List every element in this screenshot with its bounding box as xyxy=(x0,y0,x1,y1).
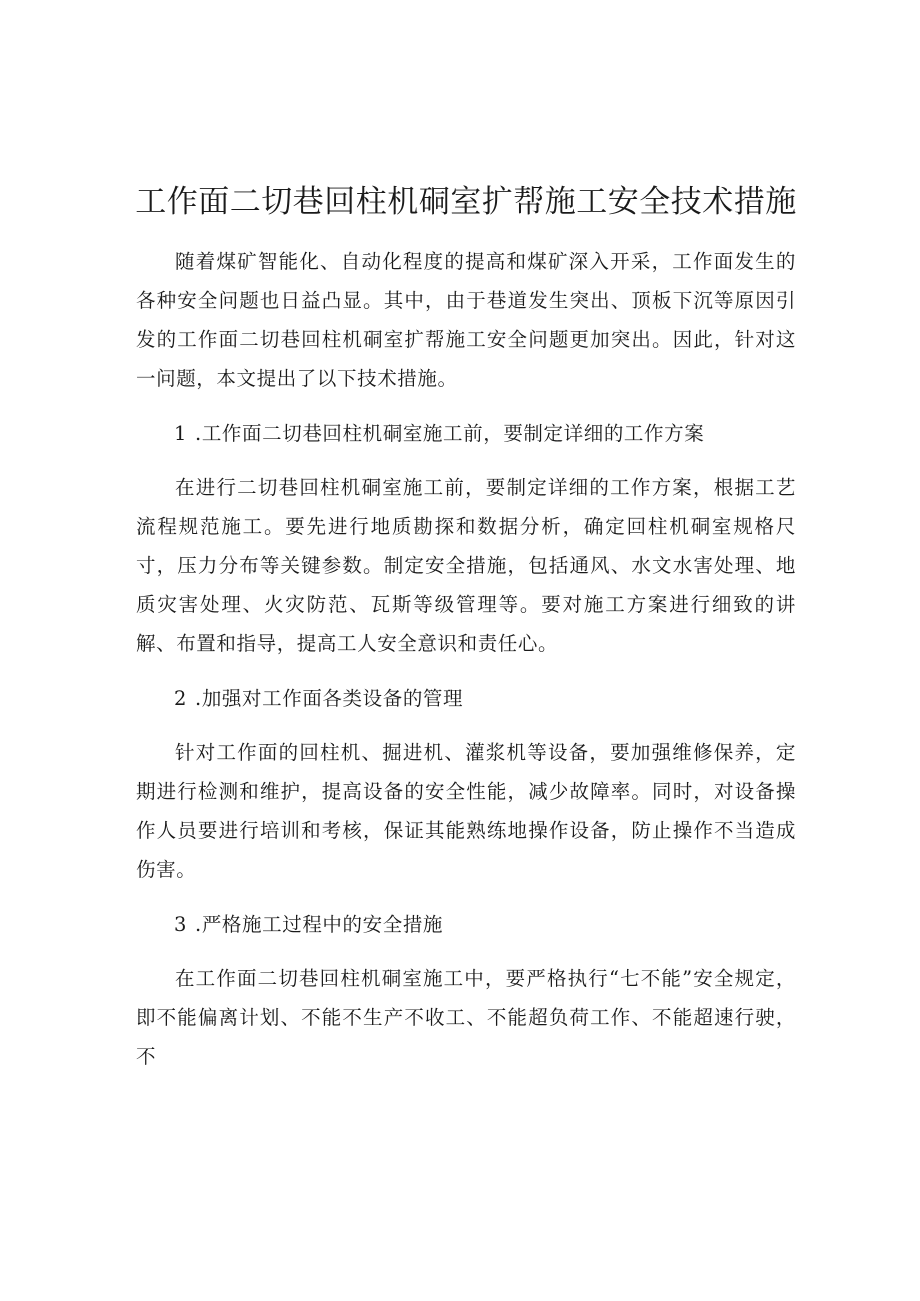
section-1-number: 1 xyxy=(174,422,188,445)
section-1-heading xyxy=(136,414,796,453)
section-3-body: 在工作面二切巷回柱机硐室施工中，要严格执行“七不能”安全规定，即不能偏离计划、不能不生产不收工、不能超负荷工作、不能超速行驶，不 xyxy=(136,967,796,1068)
section-2-body: 针对工作面的回柱机、掘进机、灌浆机等设备，要加强维修保养，定期进行检测和维护，提高设备的安全性能，减少故障率。同时，对设备操作人员要进行培训和考核，保证其能熟练地操作设备，防止操作不当造成伤害。 xyxy=(136,741,796,881)
section-2-heading xyxy=(136,679,796,718)
section-3-heading xyxy=(136,905,796,944)
section-1-body: 在进行二切巷回柱机硐室施工前，要制定详细的工作方案，根据工艺流程规范施工。要先进行地质勘探和数据分析，确定回柱机硐室规格尺寸，压力分布等关键参数。制定安全措施，包括通风、水文水害处理、地质灾害处理、火灾防范、瓦斯等级管理等。要对施工方案进行细致的讲解、布置和指导，提高工人安全意识和责任心。 xyxy=(136,476,796,655)
document-title: 工作面二切巷回柱机硐室扩帮施工安全技术措施 xyxy=(135,184,797,220)
section-2-number: 2 xyxy=(174,687,188,710)
section-2-title: .加强对工作面各类设备的管理 xyxy=(195,687,464,710)
intro-paragraph: 随着煤矿智能化、自动化程度的提高和煤矿深入开采，工作面发生的各种安全问题也日益凸显。其中，由于巷道发生突出、顶板下沉等原因引发的工作面二切巷回柱机硐室扩帮施工安全问题更加突出。因此，针对这一问题，本文提出了以下技术措施。 xyxy=(136,250,796,390)
section-3-number: 3 xyxy=(174,913,188,936)
section-1-title: .工作面二切巷回柱机硐室施工前，要制定详细的工作方案 xyxy=(195,422,705,445)
section-3-title: .严格施工过程中的安全措施 xyxy=(195,913,444,936)
